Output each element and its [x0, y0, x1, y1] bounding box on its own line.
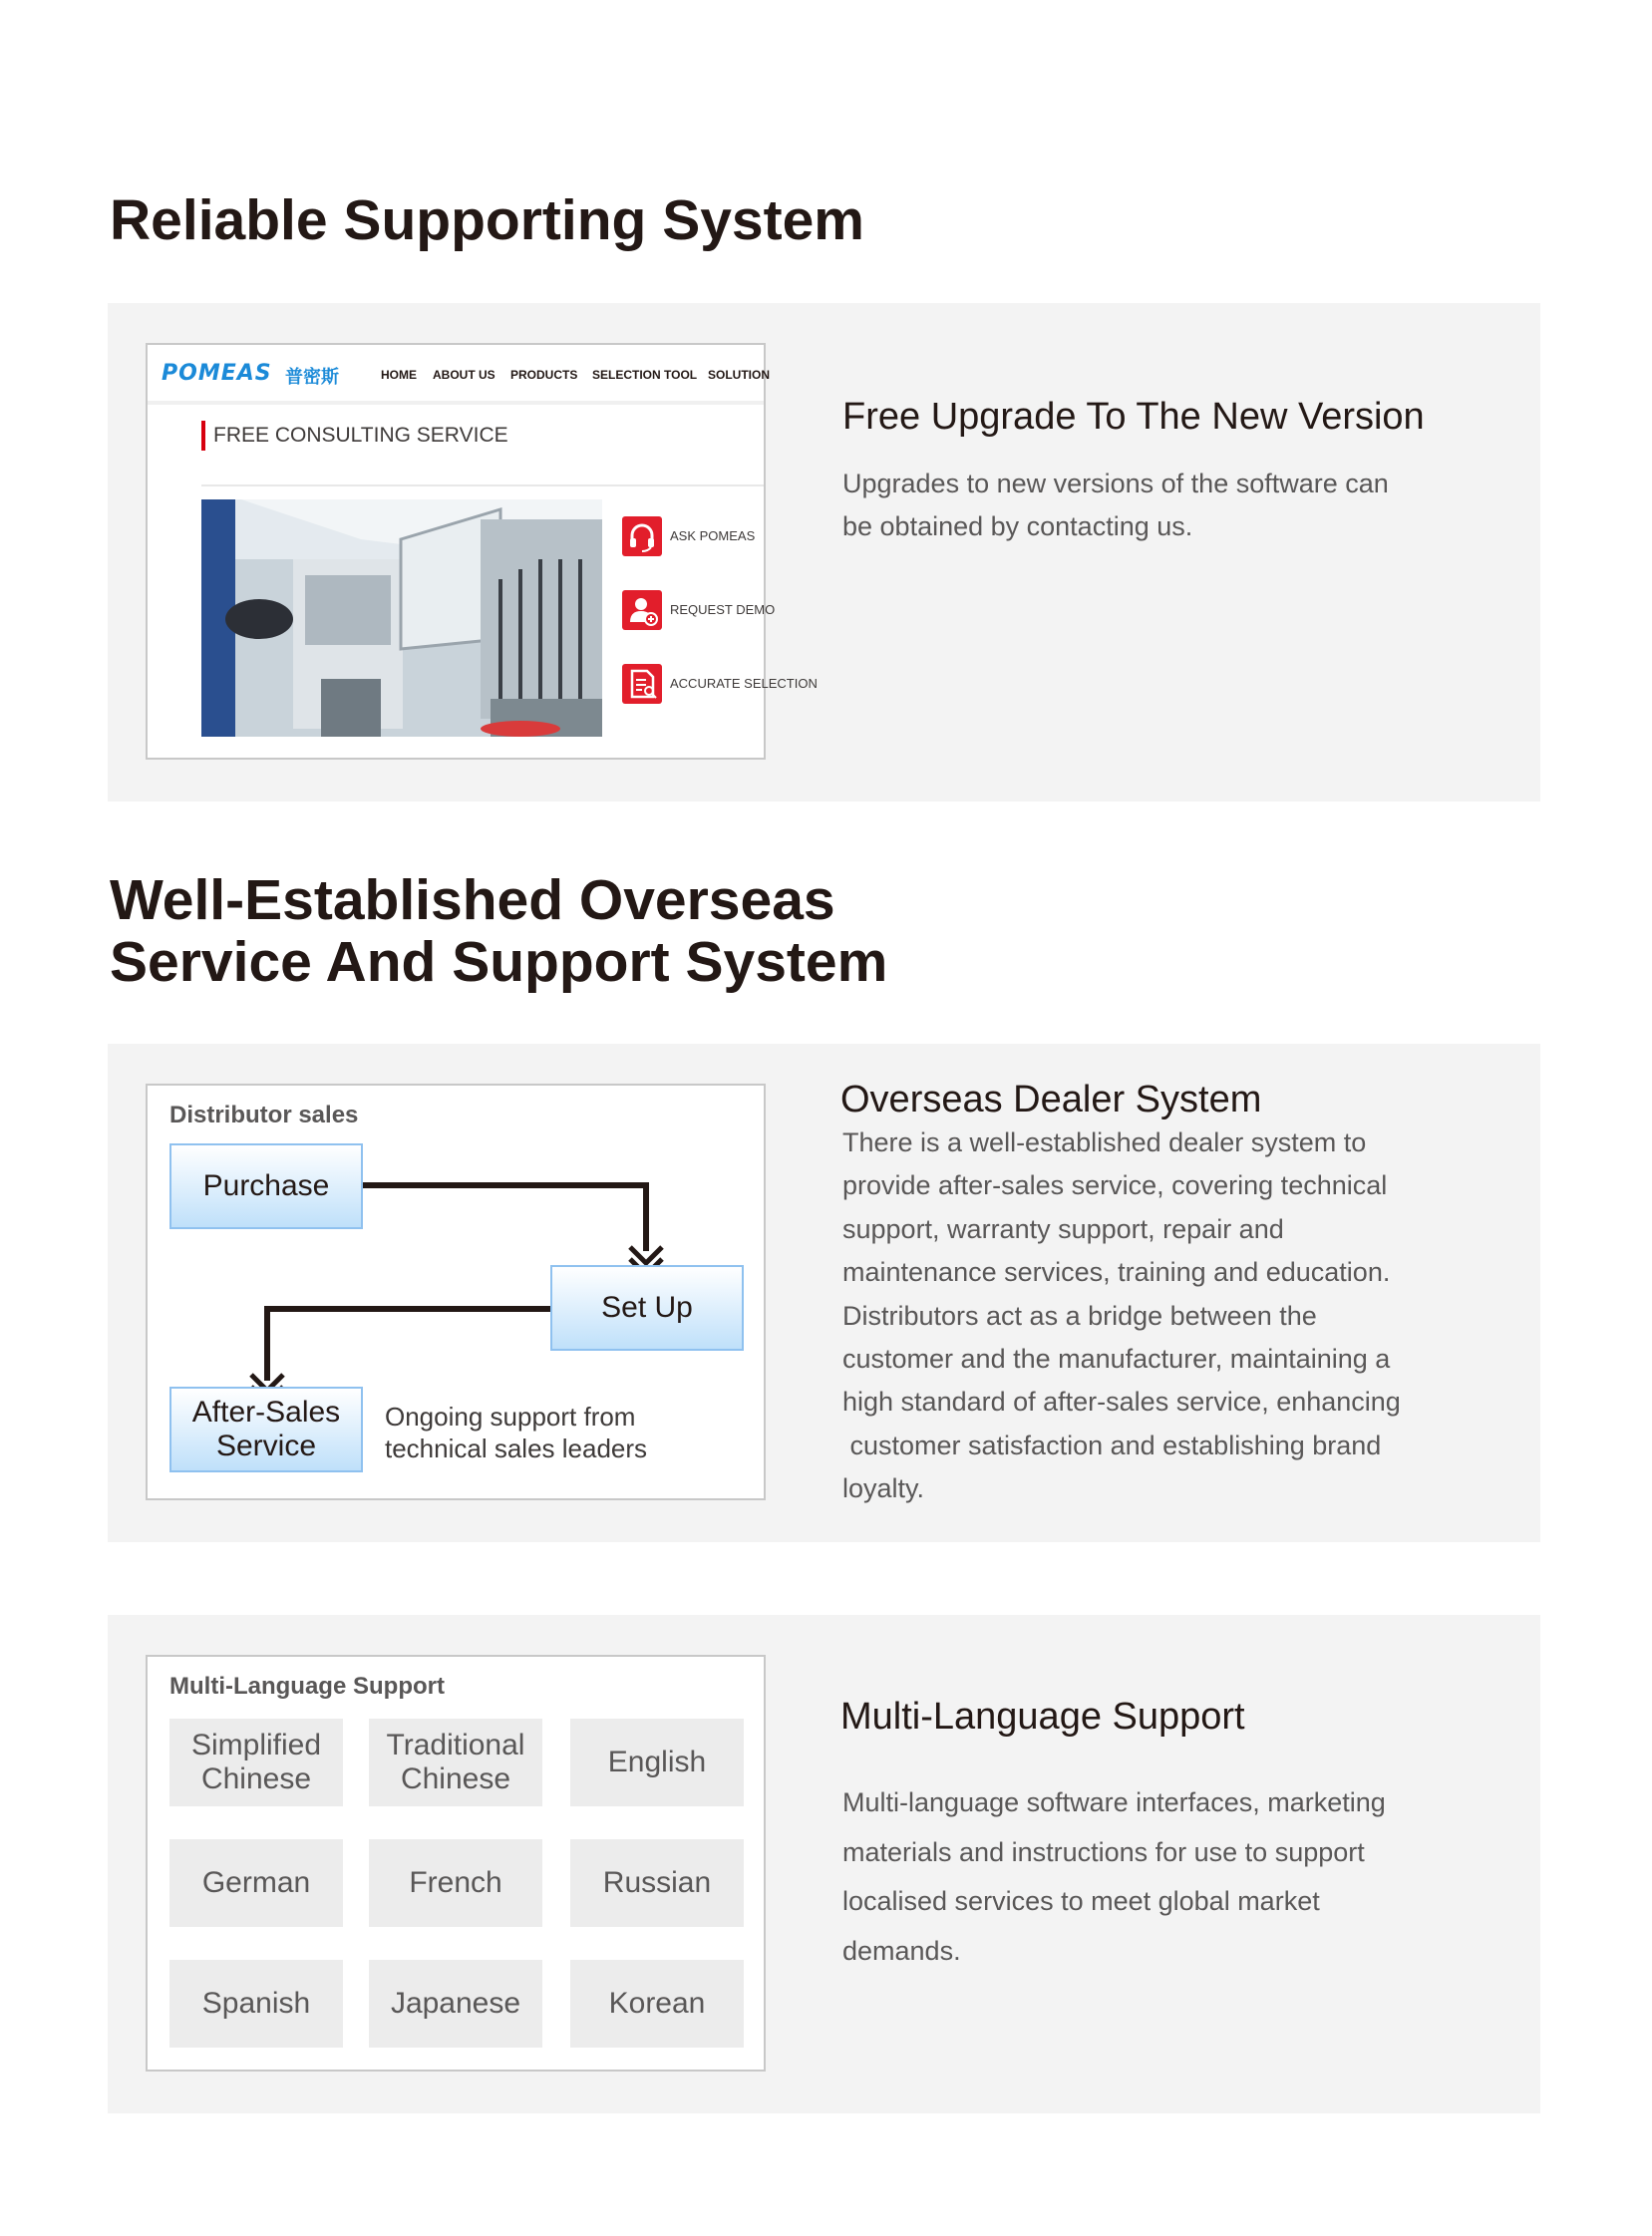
- nav-about[interactable]: ABOUT US: [433, 368, 496, 382]
- ongoing-support-note: Ongoing support from technical sales leaders: [385, 1402, 648, 1463]
- nav-solution[interactable]: SOLUTION: [708, 368, 770, 382]
- document-icon: [622, 664, 662, 704]
- service-demo[interactable]: [622, 590, 776, 634]
- upgrade-panel: [108, 303, 1540, 801]
- diagram-title: Distributor sales: [169, 1102, 359, 1128]
- free-upgrade-text: Upgrades to new versions of the software can be obtained by contacting us.: [842, 469, 1389, 541]
- service-demo-label: REQUEST DEMO: [670, 602, 776, 617]
- section-heading-reliable-support: Reliable Supporting System: [110, 188, 864, 252]
- lang-simplified-chinese: Simplified Chinese: [169, 1719, 343, 1806]
- setup-box: Set Up: [550, 1265, 744, 1351]
- divider: [201, 484, 764, 486]
- consulting-banner: FREE CONSULTING SERVICE: [201, 421, 508, 451]
- dealer-system-title: Overseas Dealer System: [840, 1079, 1262, 1120]
- factory-photo-illustration: [201, 499, 602, 737]
- lang-spanish: Spanish: [169, 1960, 343, 2048]
- add-user-icon: [622, 590, 662, 630]
- language-card-title: Multi-Language Support: [169, 1673, 445, 1700]
- nav-products[interactable]: PRODUCTS: [510, 368, 578, 382]
- language-card: [146, 1655, 766, 2072]
- service-ask-label: ASK POMEAS: [670, 528, 756, 543]
- headset-icon: [622, 516, 662, 556]
- factory-photo: [201, 499, 602, 737]
- language-panel: [108, 1615, 1540, 2113]
- lang-english: English: [570, 1719, 744, 1806]
- service-ask[interactable]: [622, 516, 772, 560]
- pomeas-logo-cn: 普密斯: [285, 367, 339, 387]
- lang-japanese: Japanese: [369, 1960, 542, 2048]
- section-heading-overseas: Well-Established Overseas Service And Support System: [110, 868, 888, 994]
- nav-selection-tool[interactable]: SELECTION TOOL: [592, 368, 698, 382]
- lang-korean: Korean: [570, 1960, 744, 2048]
- website-screenshot: [146, 343, 818, 760]
- multi-language-title: Multi-Language Support: [840, 1696, 1245, 1738]
- multi-language-text: Multi-language software interfaces, marketing materials and instructions for use to support localised services to meet global market demands.: [842, 1787, 1386, 1966]
- free-upgrade-title: Free Upgrade To The New Version: [842, 396, 1425, 438]
- dealer-system-text: There is a well-established dealer system to provide after-sales service, covering technical support, warranty support, repair and maintenance services, training and education. Distributors act as a bridge between the customer and the manufacturer, maintaining a high standard of after-sales service, enhancing customer satisfaction and establishing brand loyalty.: [842, 1127, 1401, 1504]
- lang-traditional-chinese: Traditional Chinese: [369, 1719, 542, 1806]
- after-sales-box: After-Sales Service: [169, 1387, 363, 1472]
- pomeas-logo: POMEAS: [162, 361, 272, 386]
- lang-russian: Russian: [570, 1839, 744, 1927]
- nav-home[interactable]: HOME: [381, 368, 417, 382]
- service-selection[interactable]: [622, 664, 818, 708]
- website-nav-bar: [148, 345, 770, 405]
- purchase-box: Purchase: [169, 1143, 363, 1229]
- lang-french: French: [369, 1839, 542, 1927]
- distributor-flow-diagram: [146, 1084, 766, 1500]
- lang-german: German: [169, 1839, 343, 1927]
- dealer-panel: [108, 1044, 1540, 1542]
- service-selection-label: ACCURATE SELECTION: [670, 676, 818, 691]
